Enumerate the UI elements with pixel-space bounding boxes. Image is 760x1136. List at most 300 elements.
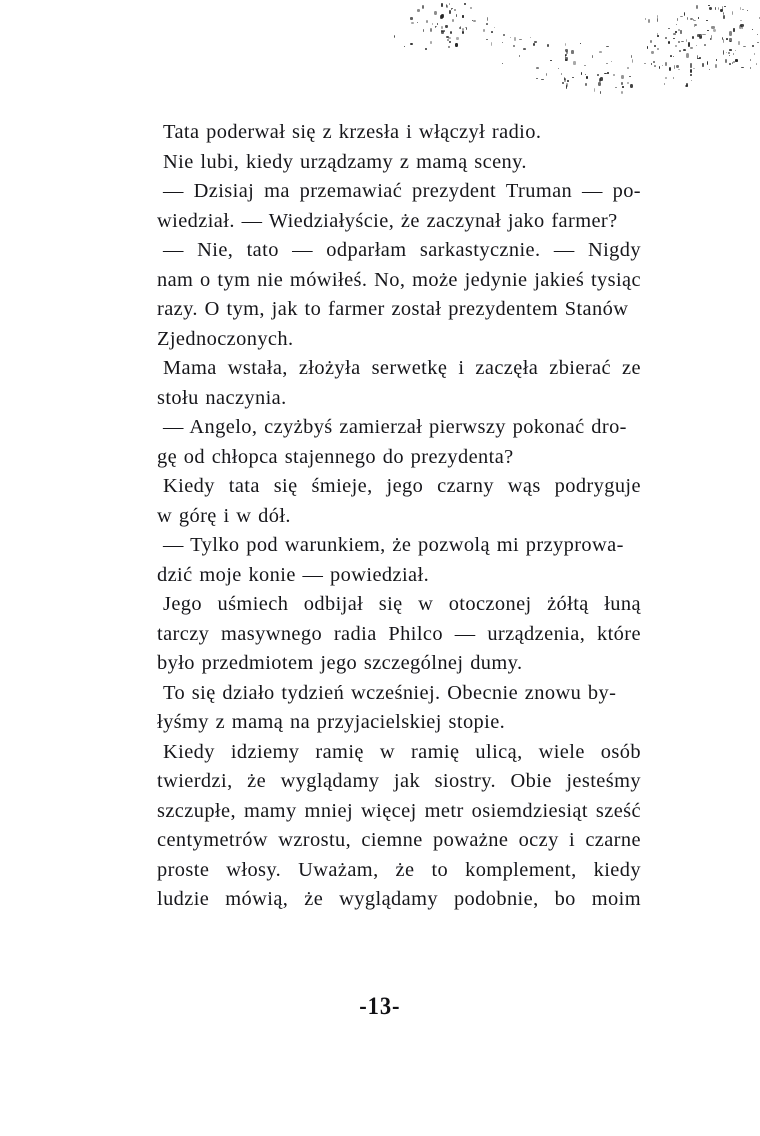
- noise-speck: [690, 18, 693, 21]
- text-line: — Angelo, czyżbyś zamierzał pierwszy pokonać dro-: [163, 416, 627, 438]
- noise-speck: [673, 77, 674, 78]
- noise-speck: [757, 42, 759, 43]
- noise-speck: [696, 5, 698, 9]
- text-word: osiemdziesiąt: [471, 799, 588, 822]
- text-word: jesteśmy: [566, 770, 641, 792]
- text-word: kiedy: [593, 858, 641, 881]
- text-word: —: [163, 239, 184, 261]
- noise-speck: [723, 39, 724, 42]
- text-word: czarny: [437, 475, 494, 497]
- noise-speck: [451, 9, 453, 10]
- noise-speck: [720, 9, 723, 12]
- noise-speck: [565, 57, 567, 61]
- noise-speck: [564, 79, 566, 82]
- text-word: przemawiać: [299, 180, 403, 202]
- noise-speck: [600, 77, 603, 81]
- noise-speck: [726, 38, 728, 40]
- text-word: serwetkę: [371, 357, 448, 379]
- noise-speck: [722, 37, 723, 40]
- text-line: nam o tym nie mówiłeś. No, może jedynie jakieś tysiąc: [157, 268, 641, 291]
- noise-speck: [441, 26, 443, 29]
- text-word: idziemy: [230, 740, 300, 763]
- text-word: Mama: [163, 357, 217, 379]
- noise-speck: [449, 41, 451, 43]
- text-word: —: [454, 622, 476, 645]
- noise-speck: [514, 37, 516, 40]
- noise-speck: [676, 24, 677, 25]
- text-line: To się działo tydzień wcześniej. Obecnie znowu by-: [163, 681, 617, 704]
- noise-speck: [747, 10, 749, 11]
- text-line: gę od chłopca stajennego do prezydenta?: [157, 445, 514, 468]
- text-word: że: [304, 888, 324, 910]
- noise-speck: [752, 45, 754, 48]
- noise-speck: [565, 49, 568, 52]
- noise-speck: [709, 69, 710, 70]
- noise-speck: [729, 49, 731, 51]
- text-word: mamy: [243, 799, 297, 822]
- noise-speck: [708, 5, 710, 7]
- noise-speck: [735, 59, 737, 63]
- noise-speck: [615, 87, 617, 88]
- noise-speck: [460, 26, 461, 29]
- noise-speck: [435, 26, 437, 27]
- noise-speck: [686, 39, 687, 42]
- text-word: odbijał: [303, 593, 364, 615]
- noise-speck: [673, 38, 675, 39]
- noise-speck: [613, 74, 615, 76]
- noise-speck: [502, 42, 503, 43]
- noise-speck: [564, 78, 566, 80]
- noise-speck: [627, 82, 628, 84]
- text-line: było przedmiotem jego szczególnej dumy.: [157, 652, 523, 674]
- text-word: w: [418, 593, 434, 615]
- noise-speck: [664, 83, 665, 85]
- text-line: [157, 797, 641, 827]
- text-word: ma: [264, 180, 290, 202]
- noise-speck: [404, 46, 405, 47]
- noise-speck: [632, 59, 634, 63]
- text-word: ulicą,: [475, 740, 523, 763]
- noise-speck: [423, 29, 424, 32]
- noise-speck: [740, 24, 743, 27]
- noise-speck: [451, 8, 454, 9]
- noise-speck: [536, 78, 538, 80]
- noise-speck: [446, 36, 449, 38]
- noise-speck: [750, 67, 751, 69]
- text-word: żółtą: [547, 593, 589, 615]
- noise-speck: [733, 53, 734, 55]
- noise-speck: [573, 61, 576, 65]
- noise-speck: [690, 47, 693, 49]
- noise-speck: [491, 31, 493, 33]
- noise-speck: [697, 55, 698, 58]
- noise-speck: [699, 34, 702, 38]
- page-number-label: -13-: [359, 993, 401, 1020]
- noise-speck: [441, 14, 444, 18]
- noise-speck: [678, 69, 680, 70]
- noise-speck: [713, 29, 716, 32]
- noise-speck: [726, 52, 728, 54]
- noise-speck: [513, 45, 515, 47]
- noise-speck: [530, 37, 532, 38]
- noise-speck: [647, 46, 648, 48]
- noise-speck: [743, 46, 746, 47]
- noise-speck: [685, 85, 688, 87]
- noise-speck: [702, 34, 705, 35]
- text-line: [157, 590, 641, 620]
- text-word: tato: [246, 239, 279, 261]
- noise-speck: [722, 6, 724, 10]
- noise-speck: [657, 35, 659, 37]
- noise-speck: [519, 55, 520, 56]
- noise-speck: [565, 54, 567, 56]
- noise-speck: [441, 3, 443, 7]
- noise-speck: [707, 61, 708, 65]
- text-word: wyglądamy: [339, 888, 438, 910]
- noise-speck: [410, 17, 412, 19]
- text-word: po-: [612, 180, 641, 202]
- noise-speck: [677, 18, 678, 21]
- noise-speck: [673, 56, 675, 57]
- noise-speck: [440, 15, 442, 19]
- noise-speck: [674, 65, 675, 68]
- noise-speck: [630, 84, 633, 88]
- text-word: wyglądamy: [280, 770, 380, 792]
- text-line: [157, 354, 641, 384]
- text-line: w górę i w dół.: [157, 504, 291, 527]
- noise-speck: [470, 7, 471, 8]
- text-word: Jego: [163, 593, 203, 615]
- noise-speck: [430, 41, 432, 43]
- noise-speck: [659, 66, 661, 69]
- text-word: włosy.: [226, 858, 282, 881]
- noise-speck: [698, 17, 699, 18]
- text-word: masywnego: [221, 622, 323, 645]
- noise-speck: [546, 73, 547, 76]
- noise-speck: [422, 5, 425, 8]
- noise-speck: [740, 7, 741, 11]
- noise-speck: [729, 38, 731, 42]
- noise-speck: [565, 59, 568, 61]
- text-word: szczupłe,: [157, 799, 236, 822]
- text-line: dzić moje konie — powiedział.: [157, 563, 430, 586]
- noise-speck: [562, 82, 564, 84]
- noise-speck: [585, 83, 587, 86]
- noise-speck: [686, 83, 688, 86]
- noise-speck: [697, 58, 700, 60]
- text-word: się: [273, 475, 298, 497]
- noise-speck: [691, 80, 692, 81]
- text-word: centymetrów: [157, 829, 268, 851]
- noise-speck: [598, 82, 601, 86]
- text-word: odparłam: [326, 239, 407, 261]
- text-word: Kiedy: [163, 740, 215, 763]
- text-word: sześć: [595, 799, 641, 822]
- noise-speck: [654, 65, 656, 67]
- noise-speck: [718, 7, 719, 11]
- noise-speck: [690, 74, 692, 76]
- text-line: [157, 738, 641, 768]
- text-line: [157, 177, 641, 207]
- noise-speck: [739, 25, 742, 29]
- noise-speck: [621, 75, 624, 79]
- text-line: [157, 767, 641, 797]
- text-word: tarczy: [157, 622, 210, 645]
- noise-speck: [750, 59, 751, 61]
- noise-speck: [580, 43, 581, 44]
- noise-speck: [394, 35, 395, 39]
- noise-speck: [510, 37, 512, 38]
- noise-speck: [456, 37, 459, 40]
- noise-speck: [715, 64, 717, 69]
- noise-speck: [723, 12, 724, 16]
- noise-speck: [450, 31, 453, 34]
- noise-speck: [566, 85, 568, 88]
- noise-speck: [494, 27, 495, 29]
- noise-speck: [670, 55, 673, 57]
- noise-speck: [653, 61, 655, 63]
- noise-speck: [622, 86, 625, 88]
- noise-speck: [533, 43, 535, 46]
- text-word: metr: [424, 799, 464, 822]
- text-word: siostry.: [434, 770, 496, 792]
- text-word: Philco: [388, 622, 443, 645]
- noise-speck: [417, 22, 418, 23]
- noise-speck: [586, 76, 588, 78]
- page-number: [0, 993, 760, 1021]
- text-word: wstała,: [227, 357, 288, 379]
- noise-speck: [715, 7, 716, 10]
- noise-speck: [678, 41, 680, 43]
- noise-speck: [449, 10, 451, 14]
- noise-speck: [629, 76, 630, 77]
- noise-speck: [740, 20, 742, 22]
- noise-speck: [462, 31, 464, 34]
- noise-speck: [730, 41, 732, 42]
- noise-speck: [665, 62, 667, 66]
- noise-speck: [564, 77, 566, 80]
- noise-speck: [502, 63, 503, 64]
- noise-speck: [464, 3, 466, 5]
- noise-speck: [584, 65, 586, 66]
- noise-speck: [462, 15, 463, 18]
- text-word: proste: [157, 858, 210, 881]
- noise-speck: [599, 78, 601, 81]
- noise-speck: [732, 62, 734, 64]
- text-word: —: [553, 239, 575, 261]
- text-word: wzrostu,: [278, 829, 352, 851]
- text-word: które: [596, 622, 641, 645]
- noise-speck: [742, 9, 744, 10]
- noise-speck: [599, 51, 602, 53]
- noise-speck: [729, 63, 732, 65]
- noise-speck: [668, 41, 671, 44]
- text-word: urządzenia,: [487, 622, 586, 645]
- text-word: Truman: [505, 180, 573, 202]
- text-word: to: [431, 858, 449, 881]
- noise-speck: [651, 51, 654, 54]
- text-word: sarkastycznie.: [419, 239, 541, 261]
- noise-speck: [621, 82, 623, 85]
- text-line: [157, 472, 641, 502]
- text-word: w: [379, 740, 395, 763]
- noise-speck: [459, 27, 461, 29]
- noise-speck: [694, 26, 696, 27]
- text-word: bo: [554, 888, 576, 910]
- text-word: twierdzi,: [157, 770, 233, 792]
- noise-speck: [446, 4, 447, 7]
- noise-speck: [446, 5, 449, 8]
- noise-speck: [455, 43, 458, 47]
- noise-speck: [728, 52, 730, 53]
- noise-speck: [651, 63, 652, 65]
- noise-speck: [657, 15, 658, 18]
- text-line: [157, 826, 641, 856]
- noise-speck: [644, 63, 646, 64]
- noise-speck: [692, 36, 694, 39]
- noise-speck: [680, 16, 683, 17]
- text-word: radia: [333, 622, 377, 645]
- noise-speck: [600, 91, 601, 94]
- noise-speck: [487, 17, 488, 21]
- noise-speck: [723, 50, 724, 55]
- text-word: mniej: [304, 799, 354, 822]
- noise-speck: [735, 50, 736, 51]
- text-word: Dzisiaj: [193, 180, 255, 202]
- text-line: [157, 620, 641, 650]
- noise-speck: [729, 31, 732, 35]
- text-word: podryguje: [554, 475, 641, 497]
- noise-speck: [462, 28, 464, 31]
- noise-speck: [707, 30, 709, 31]
- noise-speck: [604, 73, 607, 74]
- noise-speck: [417, 9, 420, 12]
- noise-speck: [759, 17, 760, 20]
- noise-speck: [547, 44, 549, 47]
- noise-speck: [410, 43, 413, 46]
- noise-speck: [654, 45, 656, 47]
- text-line: — Tylko pod warunkiem, że pozwolą mi przyprowa-: [163, 534, 624, 556]
- noise-speck: [665, 77, 667, 80]
- noise-speck: [696, 45, 697, 46]
- noise-speck: [694, 24, 697, 26]
- noise-speck: [709, 7, 712, 10]
- text-line: [157, 856, 641, 886]
- noise-speck: [441, 31, 444, 34]
- noise-speck: [669, 67, 672, 71]
- noise-speck: [679, 50, 681, 52]
- noise-speck: [473, 20, 476, 23]
- noise-speck: [738, 41, 740, 45]
- noise-speck: [445, 25, 448, 28]
- noise-speck: [441, 30, 443, 31]
- noise-speck: [732, 11, 733, 15]
- text-word: i: [458, 357, 465, 379]
- noise-speck: [756, 63, 757, 65]
- noise-speck: [572, 77, 574, 78]
- noise-speck: [702, 63, 704, 67]
- noise-speck: [725, 59, 727, 63]
- noise-speck: [690, 69, 693, 74]
- text-word: moim: [591, 888, 641, 910]
- noise-speck: [645, 18, 646, 21]
- noise-speck: [550, 60, 552, 61]
- noise-speck: [448, 37, 451, 39]
- text-word: oczy: [518, 829, 559, 851]
- noise-speck: [456, 14, 458, 16]
- page-body-text: [157, 118, 641, 915]
- noise-speck: [486, 39, 488, 40]
- text-line: Tata poderwał się z krzesła i włączył radio.: [163, 121, 542, 143]
- noise-speck: [733, 28, 735, 32]
- text-word: że: [247, 770, 267, 792]
- text-line: Nie lubi, kiedy urządzamy z mamą sceny.: [163, 150, 527, 173]
- noise-speck: [606, 63, 608, 64]
- noise-speck: [443, 30, 445, 32]
- noise-speck: [662, 65, 664, 66]
- noise-speck: [711, 26, 715, 29]
- noise-speck: [534, 41, 536, 43]
- noise-speck: [430, 28, 432, 31]
- noise-speck: [716, 59, 717, 61]
- text-line: razy. O tym, jak to farmer został prezydentem Stanów: [157, 298, 629, 320]
- text-word: —: [292, 239, 313, 261]
- text-word: prezydent: [412, 180, 497, 202]
- noise-speck: [558, 68, 559, 70]
- noise-speck: [673, 33, 676, 35]
- noise-speck: [754, 53, 755, 55]
- noise-speck: [690, 63, 692, 68]
- text-word: ramię: [315, 740, 364, 763]
- text-word: jak: [393, 770, 421, 792]
- noise-speck: [592, 55, 593, 57]
- text-word: poważne: [432, 829, 509, 851]
- text-word: ramię: [410, 740, 460, 763]
- noise-speck: [491, 42, 493, 46]
- text-word: się: [378, 593, 403, 615]
- text-line: Zjednoczonych.: [157, 327, 294, 350]
- noise-speck: [426, 20, 429, 24]
- text-word: —: [581, 180, 603, 202]
- noise-speck: [435, 26, 437, 28]
- noise-speck: [565, 54, 566, 58]
- noise-speck: [700, 36, 702, 38]
- text-word: Obie: [510, 770, 552, 792]
- noise-speck: [676, 65, 679, 68]
- text-word: zaczęła: [475, 357, 539, 379]
- noise-speck: [541, 79, 544, 80]
- noise-speck: [447, 39, 450, 41]
- text-word: komplement,: [465, 858, 577, 881]
- noise-speck: [668, 28, 670, 29]
- text-word: ze: [621, 357, 641, 379]
- noise-speck: [607, 72, 609, 74]
- text-word: otoczonej: [448, 593, 532, 615]
- noise-speck: [724, 6, 726, 7]
- noise-speck: [437, 23, 438, 26]
- text-word: Nigdy: [587, 239, 641, 261]
- noise-speck: [729, 55, 731, 56]
- noise-speck: [693, 20, 696, 22]
- text-word: osób: [600, 740, 641, 763]
- noise-speck: [757, 34, 758, 35]
- noise-speck: [741, 67, 744, 68]
- noise-speck: [686, 53, 689, 58]
- noise-speck: [565, 55, 567, 56]
- noise-speck: [693, 68, 696, 69]
- noise-speck: [675, 31, 678, 32]
- noise-speck: [606, 46, 608, 47]
